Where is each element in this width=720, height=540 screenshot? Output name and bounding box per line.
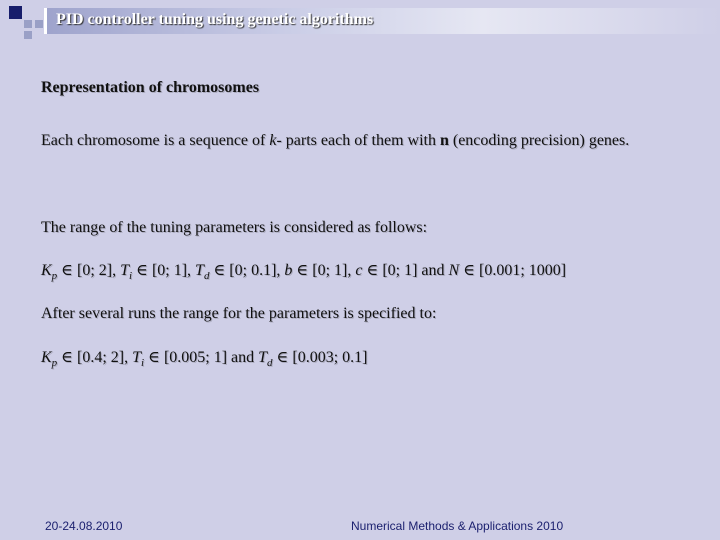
variable-n: n (439, 132, 449, 149)
para1-text-end: (encoding precision) genes. (448, 132, 630, 149)
variable-k: k (269, 132, 277, 149)
kp-range: ∈ [0; 2], (57, 262, 121, 279)
footer-conference: Numerical Methods & Applications 2010 (351, 519, 564, 533)
decorative-square-large (9, 6, 22, 19)
kp-variable: K (41, 349, 52, 366)
range-intro-text: The range of the tuning parameters is considered as follows: (41, 219, 428, 236)
decorative-square-small (24, 20, 32, 28)
slide-title: PID controller tuning using genetic algorithms (56, 11, 374, 28)
decorative-square-small (24, 31, 32, 39)
td-range: ∈ [0.003; 0.1] (272, 349, 368, 366)
kp-subscript: p (51, 357, 58, 369)
ti-variable: T (120, 262, 130, 279)
ti-subscript: i (129, 270, 133, 282)
n-variable: N (448, 262, 460, 279)
ti-variable: T (132, 349, 142, 366)
td-subscript: d (267, 357, 273, 369)
ti-subscript: i (141, 357, 145, 369)
para1-text-middle: - parts each of them with (276, 132, 440, 149)
refined-ranges-formula (41, 347, 368, 374)
initial-ranges-formula (41, 260, 566, 287)
decorative-square-small (35, 20, 43, 28)
kp-range: ∈ [0.4; 2], (57, 349, 133, 366)
footer-date: 20-24.08.2010 (45, 519, 123, 533)
b-variable: b (284, 262, 293, 279)
b-range: ∈ [0; 1], (292, 262, 356, 279)
c-variable: c (355, 262, 363, 279)
kp-variable: K (41, 262, 52, 279)
kp-subscript: p (51, 270, 58, 282)
ti-range: ∈ [0.005; 1] and (144, 349, 259, 366)
para1-text-start: Each chromosome is a sequence of (41, 132, 270, 149)
c-range: ∈ [0; 1] and (362, 262, 449, 279)
td-subscript: d (203, 270, 210, 282)
n-range: ∈ [0.001; 1000] (459, 262, 567, 279)
section-heading: Representation of chromosomes (41, 79, 260, 96)
chromosome-description (41, 130, 669, 151)
td-range: ∈ [0; 0.1], (209, 262, 285, 279)
td-variable: T (258, 349, 268, 366)
refined-range-intro-text: After several runs the range for the parameters is specified to: (41, 305, 437, 322)
ti-range: ∈ [0; 1], (132, 262, 196, 279)
td-variable: T (195, 262, 204, 279)
